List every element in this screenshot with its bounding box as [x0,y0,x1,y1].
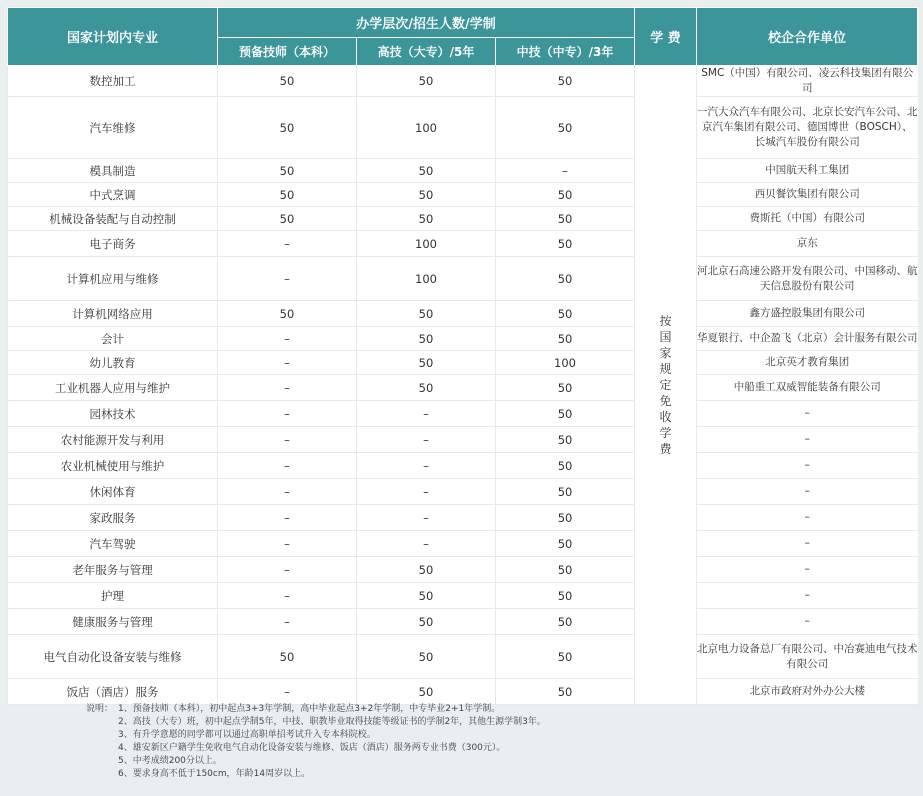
college-cell: 50 [357,207,496,231]
partner-cell: – [697,479,918,505]
partner-cell: – [697,401,918,427]
bachelor-cell: – [218,401,357,427]
note-line-5: 5、中考成绩200分以上。 [118,756,222,766]
major-cell: 数控加工 [8,66,218,97]
note-line-2: 2、高技（大专）班，初中起点学制5年，中技、职教毕业取得技能等级证书的学制2年，其他生源学制3年。 [118,717,546,727]
partner-cell: – [697,609,918,635]
bachelor-cell: 50 [218,66,357,97]
major-cell: 汽车驾驶 [8,531,218,557]
college-cell: 50 [357,66,496,97]
table-row [8,301,918,327]
secondary-cell: 50 [496,583,635,609]
secondary-cell: 50 [496,207,635,231]
table-row [8,375,918,401]
partner-cell: 北京英才教育集团 [697,351,918,375]
partner-cell: 一汽大众汽车有限公司、北京长安汽车公司、北京汽车集团有限公司、德国博世（BOSCH）、长城汽车股份有限公司 [697,97,918,159]
table-row [8,231,918,257]
header-bachelor: 预备技师（本科） [218,38,357,66]
major-cell: 会计 [8,327,218,351]
table-row [8,351,918,375]
table-row [8,679,918,705]
college-cell: – [357,401,496,427]
college-cell: 100 [357,257,496,301]
major-cell: 汽车维修 [8,97,218,159]
bachelor-cell: – [218,531,357,557]
note-line-6: 6、要求身高不低于150cm，年龄14周岁以上。 [118,769,311,779]
college-cell: 50 [357,159,496,183]
partner-cell: – [697,453,918,479]
note-line-3: 3、有升学意愿的同学都可以通过高职单招考试升入专本科院校。 [118,730,376,740]
enrollment-table [7,7,918,705]
major-cell: 机械设备装配与自动控制 [8,207,218,231]
table-row [8,327,918,351]
table-row [8,453,918,479]
major-cell: 计算机应用与维修 [8,257,218,301]
note-line-1: 说明： 1、预备技师（本科），初中起点3+3年学制，高中毕业起点3+2年学制，中专毕业2+1年学制。 [86,704,501,714]
major-cell: 休闲体育 [8,479,218,505]
major-cell: 护理 [8,583,218,609]
college-cell: 50 [357,583,496,609]
college-cell: – [357,453,496,479]
table-row [8,635,918,679]
header-major: 国家计划内专业 [8,8,218,66]
fee-note: 按国家规定免收学费 [659,314,672,456]
secondary-cell: 50 [496,505,635,531]
secondary-cell: 50 [496,531,635,557]
college-cell: 100 [357,97,496,159]
partner-cell: – [697,505,918,531]
table-row [8,427,918,453]
secondary-cell: 50 [496,401,635,427]
secondary-cell: 50 [496,257,635,301]
partner-cell: 中船重工双威智能装备有限公司 [697,375,918,401]
fee-cell [635,66,697,705]
partner-cell: – [697,427,918,453]
partner-cell: 华夏银行、中企盈飞（北京）会计服务有限公司 [697,327,918,351]
header-college: 高技（大专）/5年 [357,38,496,66]
header-partner: 校企合作单位 [697,8,918,66]
partner-cell: 西贝餐饮集团有限公司 [697,183,918,207]
partner-cell: – [697,531,918,557]
college-cell: 50 [357,557,496,583]
table-row [8,207,918,231]
header-fee: 学 费 [635,8,697,66]
college-cell: 100 [357,231,496,257]
secondary-cell: 50 [496,327,635,351]
major-cell: 计算机网络应用 [8,301,218,327]
secondary-cell: – [496,159,635,183]
table-row [8,557,918,583]
partner-cell: 河北京石高速公路开发有限公司、中国移动、航天信息股份有限公司 [697,257,918,301]
secondary-cell: 50 [496,301,635,327]
bachelor-cell: – [218,375,357,401]
partner-cell: 鑫方盛控股集团有限公司 [697,301,918,327]
college-cell: 50 [357,609,496,635]
college-cell: – [357,531,496,557]
major-cell: 电子商务 [8,231,218,257]
secondary-cell: 50 [496,66,635,97]
bachelor-cell: – [218,427,357,453]
table-row [8,505,918,531]
secondary-cell: 50 [496,231,635,257]
college-cell: 50 [357,375,496,401]
table-row [8,609,918,635]
bachelor-cell: – [218,557,357,583]
table-row [8,66,918,97]
major-cell: 电气自动化设备安装与维修 [8,635,218,679]
notes [86,703,546,781]
secondary-cell: 100 [496,351,635,375]
table-row [8,401,918,427]
bachelor-cell: – [218,231,357,257]
header-level-group: 办学层次/招生人数/学制 [218,8,635,38]
secondary-cell: 50 [496,183,635,207]
partner-cell: – [697,557,918,583]
college-cell: 50 [357,635,496,679]
partner-cell: 北京电力设备总厂有限公司、中冶赛迪电气技术有限公司 [697,635,918,679]
bachelor-cell: – [218,257,357,301]
secondary-cell: 50 [496,635,635,679]
major-cell: 饭店（酒店）服务 [8,679,218,705]
partner-cell: 北京市政府对外办公大楼 [697,679,918,705]
college-cell: 50 [357,301,496,327]
table-row [8,257,918,301]
college-cell: 50 [357,183,496,207]
major-cell: 健康服务与管理 [8,609,218,635]
secondary-cell: 50 [496,609,635,635]
college-cell: 50 [357,327,496,351]
secondary-cell: 50 [496,97,635,159]
major-cell: 中式烹调 [8,183,218,207]
college-cell: 50 [357,679,496,705]
table-row [8,159,918,183]
major-cell: 农业机械使用与维护 [8,453,218,479]
bachelor-cell: 50 [218,301,357,327]
bachelor-cell: – [218,479,357,505]
header-secondary: 中技（中专）/3年 [496,38,635,66]
bachelor-cell: – [218,327,357,351]
bachelor-cell: 50 [218,635,357,679]
college-cell: – [357,479,496,505]
major-cell: 工业机器人应用与维护 [8,375,218,401]
secondary-cell: 50 [496,375,635,401]
major-cell: 园林技术 [8,401,218,427]
notes-label: 说明： [86,704,114,714]
table-row [8,183,918,207]
partner-cell: 京东 [697,231,918,257]
major-cell: 模具制造 [8,159,218,183]
bachelor-cell: 50 [218,159,357,183]
bachelor-cell: 50 [218,97,357,159]
partner-cell: SMC（中国）有限公司、凌云科技集团有限公司 [697,66,918,97]
secondary-cell: 50 [496,453,635,479]
bachelor-cell: – [218,351,357,375]
secondary-cell: 50 [496,427,635,453]
bachelor-cell: – [218,609,357,635]
major-cell: 老年服务与管理 [8,557,218,583]
major-cell: 幼儿教育 [8,351,218,375]
secondary-cell: 50 [496,679,635,705]
note-line-4: 4、雄安新区户籍学生免收电气自动化设备安装与维修、饭店（酒店）服务两专业书费（300元）。 [118,743,506,753]
bachelor-cell: – [218,583,357,609]
table-row [8,479,918,505]
bachelor-cell: 50 [218,207,357,231]
table-row [8,583,918,609]
major-cell: 家政服务 [8,505,218,531]
bachelor-cell: – [218,505,357,531]
major-cell: 农村能源开发与利用 [8,427,218,453]
bachelor-cell: – [218,679,357,705]
partner-cell: 中国航天科工集团 [697,159,918,183]
bachelor-cell: 50 [218,183,357,207]
college-cell: – [357,427,496,453]
partner-cell: – [697,583,918,609]
partner-cell: 费斯托（中国）有限公司 [697,207,918,231]
secondary-cell: 50 [496,479,635,505]
table-body [8,66,918,705]
bachelor-cell: – [218,453,357,479]
secondary-cell: 50 [496,557,635,583]
table-row [8,531,918,557]
table-row [8,97,918,159]
college-cell: – [357,505,496,531]
college-cell: 50 [357,351,496,375]
